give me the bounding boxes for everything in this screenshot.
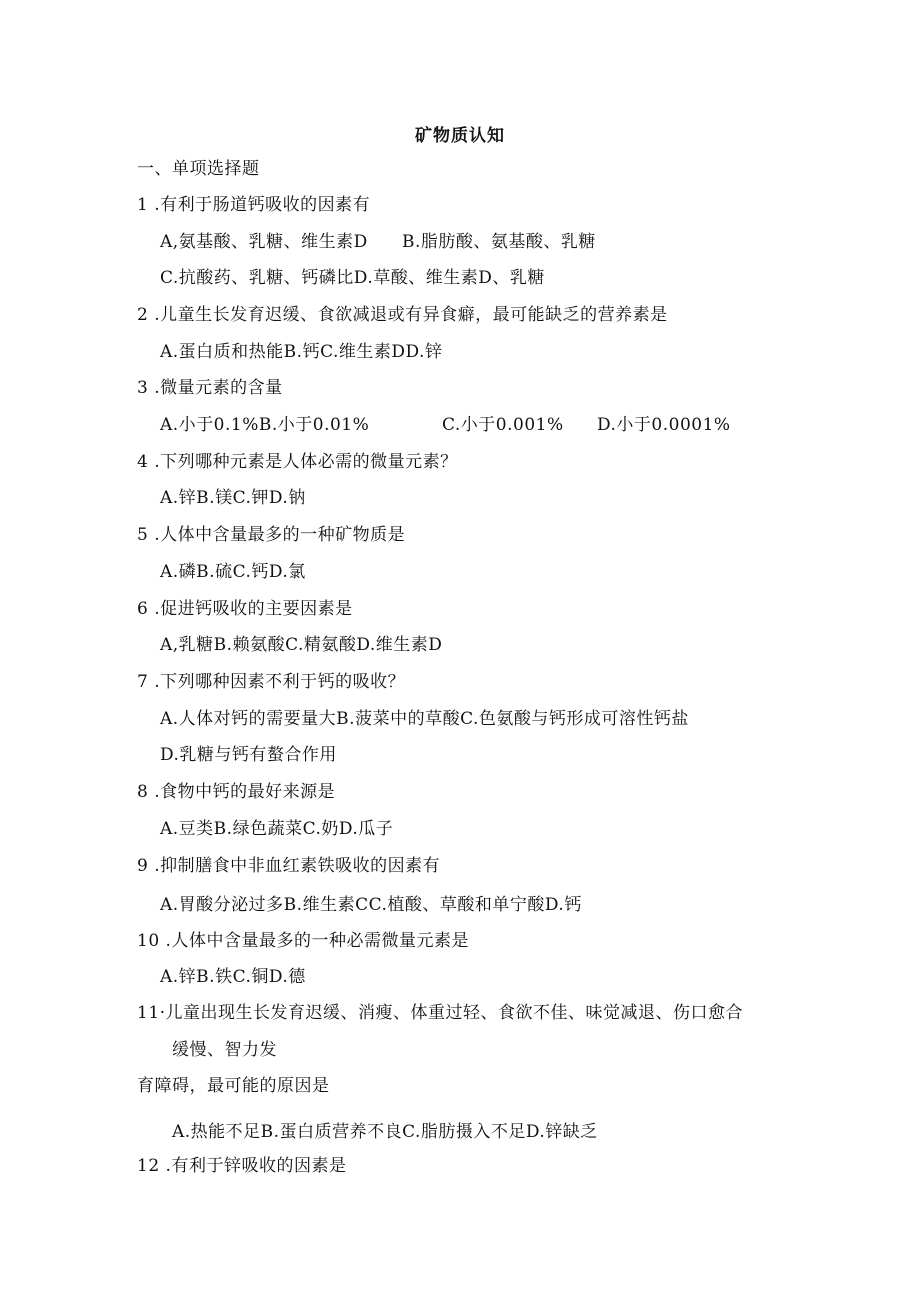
question-2: 2 .儿童生长发育迟缓、食欲减退或有异食癖，最可能缺乏的营养素是 bbox=[137, 305, 668, 325]
option-d: D.小于0.0001% bbox=[597, 415, 731, 435]
document-title: 矿物质认知 bbox=[415, 126, 505, 146]
question-10-options: A.锌B.铁C.铜D.德 bbox=[160, 967, 306, 987]
question-2-options: A.蛋白质和热能B.钙C.维生素DD.锌 bbox=[160, 342, 443, 362]
question-8-options: A.豆类B.绿色蔬菜C.奶D.瓜子 bbox=[160, 819, 394, 839]
question-5: 5 .人体中含量最多的一种矿物质是 bbox=[137, 525, 406, 545]
question-9: 9 .抑制膳食中非血红素铁吸收的因素有 bbox=[137, 856, 441, 876]
option-b: B.脂肪酸、氨基酸、乳糖 bbox=[402, 232, 596, 252]
question-5-options: A.磷B.硫C.钙D.氯 bbox=[160, 562, 306, 582]
question-7-options-row-2: D.乳糖与钙有螯合作用 bbox=[160, 745, 337, 765]
question-8: 8 .食物中钙的最好来源是 bbox=[137, 782, 336, 802]
section-heading: 一、单项选择题 bbox=[137, 159, 260, 179]
question-6-options: A,乳糖B.赖氨酸C.精氨酸D.维生素D bbox=[160, 635, 443, 655]
question-12: 12 .有利于锌吸收的因素是 bbox=[137, 1156, 347, 1176]
option-c: C.小于0.001% bbox=[442, 415, 564, 435]
question-3: 3 .微量元素的含量 bbox=[137, 378, 283, 398]
question-6: 6 .促进钙吸收的主要因素是 bbox=[137, 599, 353, 619]
question-4-options: A.锌B.镁C.钾D.钠 bbox=[160, 488, 306, 508]
question-9-options: A.胃酸分泌过多B.维生素CC.植酸、草酸和单宁酸D.钙 bbox=[160, 895, 582, 915]
question-7-options-row-1: A.人体对钙的需要量大B.菠菜中的草酸C.色氨酸与钙形成可溶性钙盐 bbox=[160, 709, 689, 729]
question-1: 1 .有利于肠道钙吸收的因素有 bbox=[137, 195, 371, 215]
question-11-continued: 缓慢、智力发 bbox=[172, 1040, 277, 1060]
question-10: 10 .人体中含量最多的一种必需微量元素是 bbox=[137, 931, 469, 951]
question-11: 11·儿童出现生长发育迟缓、消瘦、体重过轻、食欲不佳、味觉减退、伤口愈合 bbox=[137, 1003, 744, 1023]
question-4: 4 .下列哪种元素是人体必需的微量元素？ bbox=[137, 452, 458, 472]
option-a: A,氨基酸、乳糖、维生素D bbox=[160, 232, 368, 252]
question-11-continued-2: 育障碍，最可能的原因是 bbox=[137, 1076, 330, 1096]
question-1-options-row-2: C.抗酸药、乳糖、钙磷比D.草酸、维生素D、乳糖 bbox=[160, 268, 545, 288]
option-a-b: A.小于0.1%B.小于0.01% bbox=[160, 415, 370, 435]
question-11-options: A.热能不足B.蛋白质营养不良C.脂肪摄入不足D.锌缺乏 bbox=[172, 1122, 598, 1142]
question-7: 7 .下列哪种因素不利于钙的吸收？ bbox=[137, 672, 406, 692]
